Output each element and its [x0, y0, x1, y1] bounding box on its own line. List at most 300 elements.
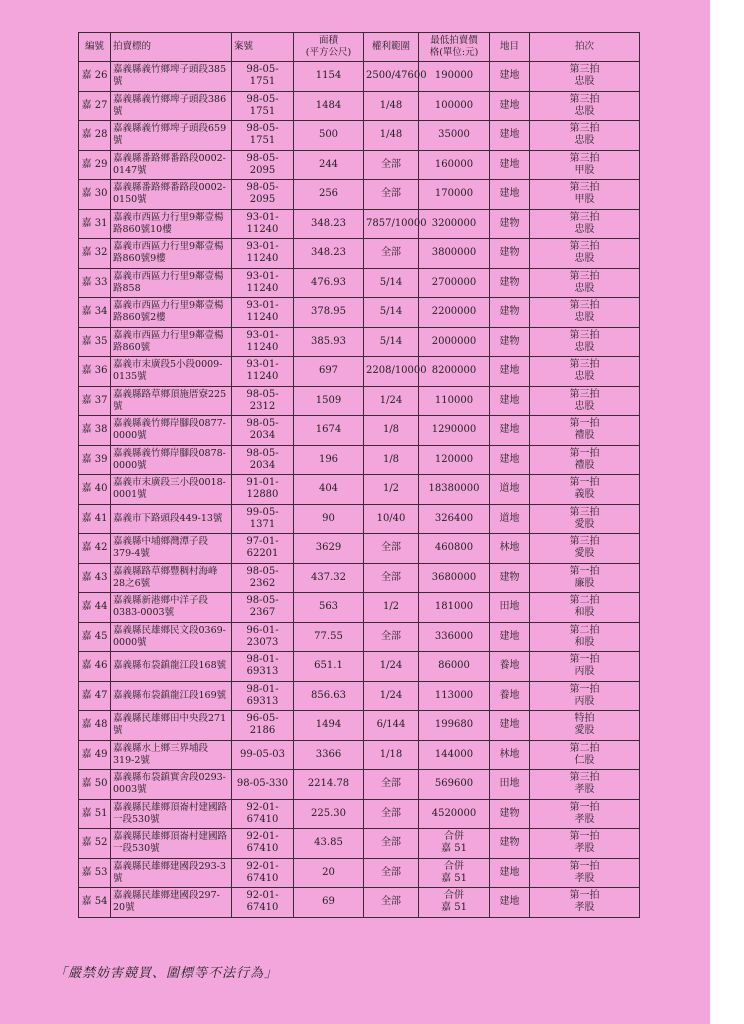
cell-share: 全部: [364, 563, 419, 593]
cell-share: 1/24: [364, 681, 419, 711]
cell-share: 2208/10000: [364, 357, 419, 387]
cell-area: 563: [294, 593, 364, 623]
cell-round: [530, 445, 640, 475]
round-label: 第三拍: [569, 506, 600, 518]
unit-label: 忠股: [574, 105, 595, 117]
cell-area: 404: [294, 475, 364, 505]
price-note: 嘉 51: [441, 902, 467, 914]
cell-item: 嘉義縣布袋鎮龍江段169號: [111, 681, 232, 711]
table-row: [79, 239, 640, 269]
price-value: 1290000: [431, 424, 477, 436]
cell-no: 嘉 46: [79, 652, 111, 682]
cell-area: 1484: [294, 91, 364, 121]
cell-case: 98-05-1751: [232, 121, 294, 151]
cell-area: 3629: [294, 534, 364, 564]
price-value: 8200000: [431, 365, 477, 377]
price-value: 100000: [434, 99, 474, 111]
cell-case: 92-01-67410: [232, 799, 294, 829]
cell-item: 嘉義縣路草鄉頂施厝寮225號: [111, 386, 232, 416]
round-label: 第一拍: [569, 477, 600, 489]
cell-round: [530, 504, 640, 534]
cell-case: 98-05-2095: [232, 150, 294, 180]
cell-price: [419, 593, 490, 623]
cell-round: [530, 888, 640, 918]
cell-land: 建地: [490, 121, 530, 151]
cell-share: 全部: [364, 799, 419, 829]
price-value: 569600: [434, 778, 474, 790]
round-label: 第三拍: [569, 300, 600, 312]
header-round: 拍次: [530, 33, 640, 62]
table-row: [79, 681, 640, 711]
unit-label: 忠股: [574, 341, 595, 353]
cell-round: [530, 711, 640, 741]
cell-area: 385.93: [294, 327, 364, 357]
cell-no: 嘉 49: [79, 740, 111, 770]
price-value: 3800000: [431, 247, 477, 259]
round-label: 第一拍: [569, 831, 600, 843]
cell-no: 嘉 32: [79, 239, 111, 269]
cell-area: 1674: [294, 416, 364, 446]
cell-area: 437.32: [294, 563, 364, 593]
cell-land: 建物: [490, 563, 530, 593]
table-row: [79, 504, 640, 534]
cell-land: 建地: [490, 622, 530, 652]
cell-round: [530, 534, 640, 564]
cell-case: 98-05-2362: [232, 563, 294, 593]
cell-case: 96-01-23073: [232, 622, 294, 652]
cell-round: [530, 357, 640, 387]
cell-price: [419, 62, 490, 92]
cell-price: [419, 888, 490, 918]
header-case: 案號: [232, 33, 294, 62]
cell-round: [530, 858, 640, 888]
table-header-row: [79, 33, 640, 62]
unit-label: 忠股: [574, 371, 595, 383]
cell-case: 91-01-12880: [232, 475, 294, 505]
cell-case: 98-05-330: [232, 770, 294, 800]
price-value: 4520000: [431, 807, 477, 819]
cell-round: [530, 475, 640, 505]
cell-share: 5/14: [364, 298, 419, 328]
cell-round: [530, 150, 640, 180]
cell-no: 嘉 45: [79, 622, 111, 652]
cell-area: 90: [294, 504, 364, 534]
cell-price: [419, 740, 490, 770]
cell-area: 651.1: [294, 652, 364, 682]
unit-label: 和股: [574, 607, 595, 619]
table-row: [79, 268, 640, 298]
cell-share: 1/2: [364, 475, 419, 505]
price-value: 35000: [438, 129, 470, 141]
table-row: [79, 386, 640, 416]
cell-share: 全部: [364, 239, 419, 269]
cell-area: 244: [294, 150, 364, 180]
price-value: 合併: [444, 860, 464, 872]
round-label: 第一拍: [569, 654, 600, 666]
header-land: 地目: [490, 33, 530, 62]
cell-case: 98-01-69313: [232, 681, 294, 711]
cell-price: [419, 504, 490, 534]
cell-round: [530, 799, 640, 829]
table-body: [79, 62, 640, 918]
cell-land: 建地: [490, 416, 530, 446]
cell-area: 2214.78: [294, 770, 364, 800]
footer-warning: 「嚴禁妨害競買、圍標等不法行為」: [54, 966, 279, 981]
cell-price: [419, 416, 490, 446]
table-row: [79, 740, 640, 770]
unit-label: 甲股: [574, 164, 595, 176]
cell-item: 嘉義縣水上鄉三界埔段319-2號: [111, 740, 232, 770]
price-value: 144000: [434, 748, 474, 760]
round-label: 第一拍: [569, 447, 600, 459]
price-value: 160000: [434, 158, 474, 170]
price-note: 嘉 51: [441, 843, 467, 855]
cell-price: [419, 681, 490, 711]
table-row: [79, 445, 640, 475]
price-value: 110000: [434, 394, 474, 406]
cell-no: 嘉 26: [79, 62, 111, 92]
cell-area: 348.23: [294, 239, 364, 269]
cell-item: 嘉義縣布袋鎮實舍段0293-0003號: [111, 770, 232, 800]
cell-area: 77.55: [294, 622, 364, 652]
unit-label: 愛股: [574, 548, 595, 560]
cell-item: 嘉義縣義竹鄉岸腳段0877-0000號: [111, 416, 232, 446]
table-row: [79, 298, 640, 328]
cell-share: 全部: [364, 150, 419, 180]
cell-area: 69: [294, 888, 364, 918]
table-row: [79, 770, 640, 800]
price-value: 2700000: [431, 276, 477, 288]
cell-land: 建地: [490, 888, 530, 918]
cell-item: 嘉義縣番路鄉番路段0002-0150號: [111, 180, 232, 210]
cell-price: [419, 652, 490, 682]
cell-no: 嘉 28: [79, 121, 111, 151]
cell-land: 建地: [490, 357, 530, 387]
cell-round: [530, 298, 640, 328]
cell-share: 全部: [364, 829, 419, 859]
cell-price: [419, 91, 490, 121]
price-value: 86000: [438, 660, 470, 672]
cell-no: 嘉 36: [79, 357, 111, 387]
cell-price: [419, 357, 490, 387]
cell-no: 嘉 44: [79, 593, 111, 623]
round-label: 第一拍: [569, 890, 600, 902]
round-label: 第三拍: [569, 211, 600, 223]
cell-land: 建物: [490, 327, 530, 357]
table-row: [79, 327, 640, 357]
unit-label: 忠股: [574, 223, 595, 235]
cell-land: 建地: [490, 445, 530, 475]
cell-no: 嘉 35: [79, 327, 111, 357]
cell-price: [419, 209, 490, 239]
cell-land: 道地: [490, 475, 530, 505]
cell-no: 嘉 40: [79, 475, 111, 505]
cell-no: 嘉 42: [79, 534, 111, 564]
cell-no: 嘉 47: [79, 681, 111, 711]
table-row: [79, 652, 640, 682]
cell-share: 1/18: [364, 740, 419, 770]
cell-case: 98-05-2367: [232, 593, 294, 623]
cell-item: 嘉義市西區力行里9鄰壹楊路858: [111, 268, 232, 298]
cell-no: 嘉 29: [79, 150, 111, 180]
cell-land: 建地: [490, 386, 530, 416]
cell-round: [530, 563, 640, 593]
round-label: 第三拍: [569, 388, 600, 400]
cell-case: 99-05-03: [232, 740, 294, 770]
cell-area: 43.85: [294, 829, 364, 859]
cell-area: 256: [294, 180, 364, 210]
cell-round: [530, 268, 640, 298]
cell-item: 嘉義縣新港鄉中洋子段0383-0003號: [111, 593, 232, 623]
cell-price: [419, 121, 490, 151]
table-row: [79, 180, 640, 210]
round-label: 第三拍: [569, 182, 600, 194]
cell-case: 92-01-67410: [232, 829, 294, 859]
cell-item: 嘉義縣民雄鄉民文段0369-0000號: [111, 622, 232, 652]
cell-land: 建物: [490, 239, 530, 269]
table-row: [79, 593, 640, 623]
cell-item: 嘉義縣布袋鎮龍江段168號: [111, 652, 232, 682]
price-value: 199680: [434, 719, 474, 731]
cell-land: 養地: [490, 681, 530, 711]
unit-label: 忠股: [574, 253, 595, 265]
cell-case: 98-05-2034: [232, 445, 294, 475]
cell-round: [530, 91, 640, 121]
cell-no: 嘉 53: [79, 858, 111, 888]
round-label: 第二拍: [569, 624, 600, 636]
cell-item: 嘉義市末廣段5小段0009-0135號: [111, 357, 232, 387]
cell-case: 98-05-1751: [232, 91, 294, 121]
cell-share: 1/48: [364, 91, 419, 121]
cell-no: 嘉 38: [79, 416, 111, 446]
cell-land: 建物: [490, 298, 530, 328]
round-label: 第三拍: [569, 152, 600, 164]
cell-no: 嘉 52: [79, 829, 111, 859]
cell-item: 嘉義縣義竹鄉埤子頭段659號: [111, 121, 232, 151]
cell-item: 嘉義縣番路鄉番路段0002-0147號: [111, 150, 232, 180]
cell-share: 5/14: [364, 327, 419, 357]
cell-share: 1/8: [364, 416, 419, 446]
table-row: [79, 121, 640, 151]
cell-round: [530, 622, 640, 652]
cell-price: [419, 770, 490, 800]
cell-case: 97-01-62201: [232, 534, 294, 564]
unit-label: 和股: [574, 636, 595, 648]
cell-item: 嘉義縣義竹鄉埤子頭段385號: [111, 62, 232, 92]
table-row: [79, 563, 640, 593]
price-value: 2000000: [431, 335, 477, 347]
header-price: [419, 33, 490, 62]
unit-label: 丙股: [574, 666, 595, 678]
cell-no: 嘉 50: [79, 770, 111, 800]
price-value: 460800: [434, 542, 474, 554]
cell-round: [530, 652, 640, 682]
price-value: 336000: [434, 630, 474, 642]
cell-price: [419, 563, 490, 593]
cell-land: 建地: [490, 858, 530, 888]
unit-label: 甲股: [574, 194, 595, 206]
table-row: [79, 150, 640, 180]
round-label: 特拍: [574, 713, 595, 725]
cell-item: 嘉義市西區力行里9鄰壹楊路860號10樓: [111, 209, 232, 239]
cell-round: [530, 829, 640, 859]
cell-land: 建地: [490, 91, 530, 121]
cell-area: 348.23: [294, 209, 364, 239]
cell-price: [419, 268, 490, 298]
price-value: 3200000: [431, 217, 477, 229]
round-label: 第三拍: [569, 64, 600, 76]
round-label: 第三拍: [569, 123, 600, 135]
header-price-line2: 格(單位:元): [429, 47, 479, 58]
cell-item: 嘉義市西區力行里9鄰壹楊路860號9樓: [111, 239, 232, 269]
cell-item: 嘉義縣路草鄉豐稠村海峰28之6號: [111, 563, 232, 593]
cell-share: 1/8: [364, 445, 419, 475]
cell-round: [530, 180, 640, 210]
round-label: 第一拍: [569, 565, 600, 577]
unit-label: 孝股: [574, 813, 595, 825]
cell-case: 98-05-2034: [232, 416, 294, 446]
cell-land: 田地: [490, 593, 530, 623]
cell-round: [530, 416, 640, 446]
table-row: [79, 888, 640, 918]
cell-case: 99-05-1371: [232, 504, 294, 534]
unit-label: 忠股: [574, 282, 595, 294]
round-label: 第一拍: [569, 801, 600, 813]
header-item: 拍賣標的: [111, 33, 232, 62]
cell-round: [530, 740, 640, 770]
unit-label: 丙股: [574, 695, 595, 707]
cell-case: 93-01-11240: [232, 239, 294, 269]
cell-no: 嘉 41: [79, 504, 111, 534]
cell-land: 建地: [490, 150, 530, 180]
cell-share: 1/24: [364, 386, 419, 416]
cell-land: 建地: [490, 180, 530, 210]
cell-no: 嘉 33: [79, 268, 111, 298]
cell-land: 田地: [490, 770, 530, 800]
table-row: [79, 829, 640, 859]
header-area-line1: 面積: [318, 35, 338, 46]
cell-case: 93-01-11240: [232, 268, 294, 298]
cell-no: 嘉 37: [79, 386, 111, 416]
round-label: 第三拍: [569, 329, 600, 341]
unit-label: 孝股: [574, 784, 595, 796]
cell-case: 98-05-2312: [232, 386, 294, 416]
cell-no: 嘉 34: [79, 298, 111, 328]
cell-case: 98-05-2095: [232, 180, 294, 210]
cell-area: 1494: [294, 711, 364, 741]
cell-land: 建物: [490, 829, 530, 859]
cell-land: 建物: [490, 799, 530, 829]
header-price-line1: 最低拍賣價: [430, 35, 478, 46]
cell-round: [530, 593, 640, 623]
cell-no: 嘉 30: [79, 180, 111, 210]
round-label: 第三拍: [569, 536, 600, 548]
table-row: [79, 475, 640, 505]
cell-price: [419, 445, 490, 475]
cell-area: 697: [294, 357, 364, 387]
auction-table: [78, 32, 640, 918]
cell-land: 林地: [490, 534, 530, 564]
round-label: 第三拍: [569, 772, 600, 784]
price-value: 113000: [434, 689, 474, 701]
cell-share: 6/144: [364, 711, 419, 741]
unit-label: 孝股: [574, 843, 595, 855]
cell-area: 1154: [294, 62, 364, 92]
cell-share: 全部: [364, 622, 419, 652]
price-value: 合併: [444, 890, 464, 902]
header-no: 編號: [79, 33, 111, 62]
round-label: 第一拍: [569, 418, 600, 430]
header-share: 權利範圍: [364, 33, 419, 62]
price-value: 合併: [444, 831, 464, 843]
cell-land: 道地: [490, 504, 530, 534]
cell-area: 476.93: [294, 268, 364, 298]
cell-land: 養地: [490, 652, 530, 682]
round-label: 第三拍: [569, 270, 600, 282]
table-row: [79, 534, 640, 564]
cell-price: [419, 180, 490, 210]
cell-price: [419, 327, 490, 357]
cell-no: 嘉 51: [79, 799, 111, 829]
unit-label: 忠股: [574, 76, 595, 88]
cell-share: 1/48: [364, 121, 419, 151]
unit-label: 禮股: [574, 459, 595, 471]
unit-label: 孝股: [574, 902, 595, 914]
cell-item: 嘉義縣民雄鄉頂崙村建國路一段530號: [111, 799, 232, 829]
cell-share: 5/14: [364, 268, 419, 298]
round-label: 第三拍: [569, 241, 600, 253]
cell-area: 378.95: [294, 298, 364, 328]
price-value: 170000: [434, 188, 474, 200]
price-value: 181000: [434, 601, 474, 613]
cell-round: [530, 770, 640, 800]
cell-case: 93-01-11240: [232, 327, 294, 357]
cell-share: 全部: [364, 858, 419, 888]
cell-share: 1/2: [364, 593, 419, 623]
cell-land: 建物: [490, 268, 530, 298]
table-row: [79, 416, 640, 446]
round-label: 第二拍: [569, 595, 600, 607]
cell-round: [530, 121, 640, 151]
cell-price: [419, 799, 490, 829]
cell-share: 全部: [364, 770, 419, 800]
cell-no: 嘉 31: [79, 209, 111, 239]
cell-item: 嘉義市西區力行里9鄰壹楊路860號2樓: [111, 298, 232, 328]
unit-label: 忠股: [574, 135, 595, 147]
cell-case: 93-01-11240: [232, 357, 294, 387]
unit-label: 愛股: [574, 518, 595, 530]
cell-item: 嘉義縣中埔鄉灣潭子段379-4號: [111, 534, 232, 564]
cell-item: 嘉義市末廣段三小段0018-0001號: [111, 475, 232, 505]
cell-land: 建物: [490, 209, 530, 239]
table-row: [79, 799, 640, 829]
cell-price: [419, 298, 490, 328]
cell-item: 嘉義縣民雄鄉田中央段271號: [111, 711, 232, 741]
cell-item: 嘉義縣民雄鄉建國段297-20號: [111, 888, 232, 918]
cell-land: 建地: [490, 711, 530, 741]
cell-share: 全部: [364, 888, 419, 918]
cell-round: [530, 209, 640, 239]
cell-no: 嘉 48: [79, 711, 111, 741]
cell-price: [419, 829, 490, 859]
table-row: [79, 209, 640, 239]
unit-label: 孝股: [574, 872, 595, 884]
price-value: 120000: [434, 453, 474, 465]
cell-price: [419, 711, 490, 741]
header-area: [294, 33, 364, 62]
table-row: [79, 62, 640, 92]
cell-price: [419, 534, 490, 564]
